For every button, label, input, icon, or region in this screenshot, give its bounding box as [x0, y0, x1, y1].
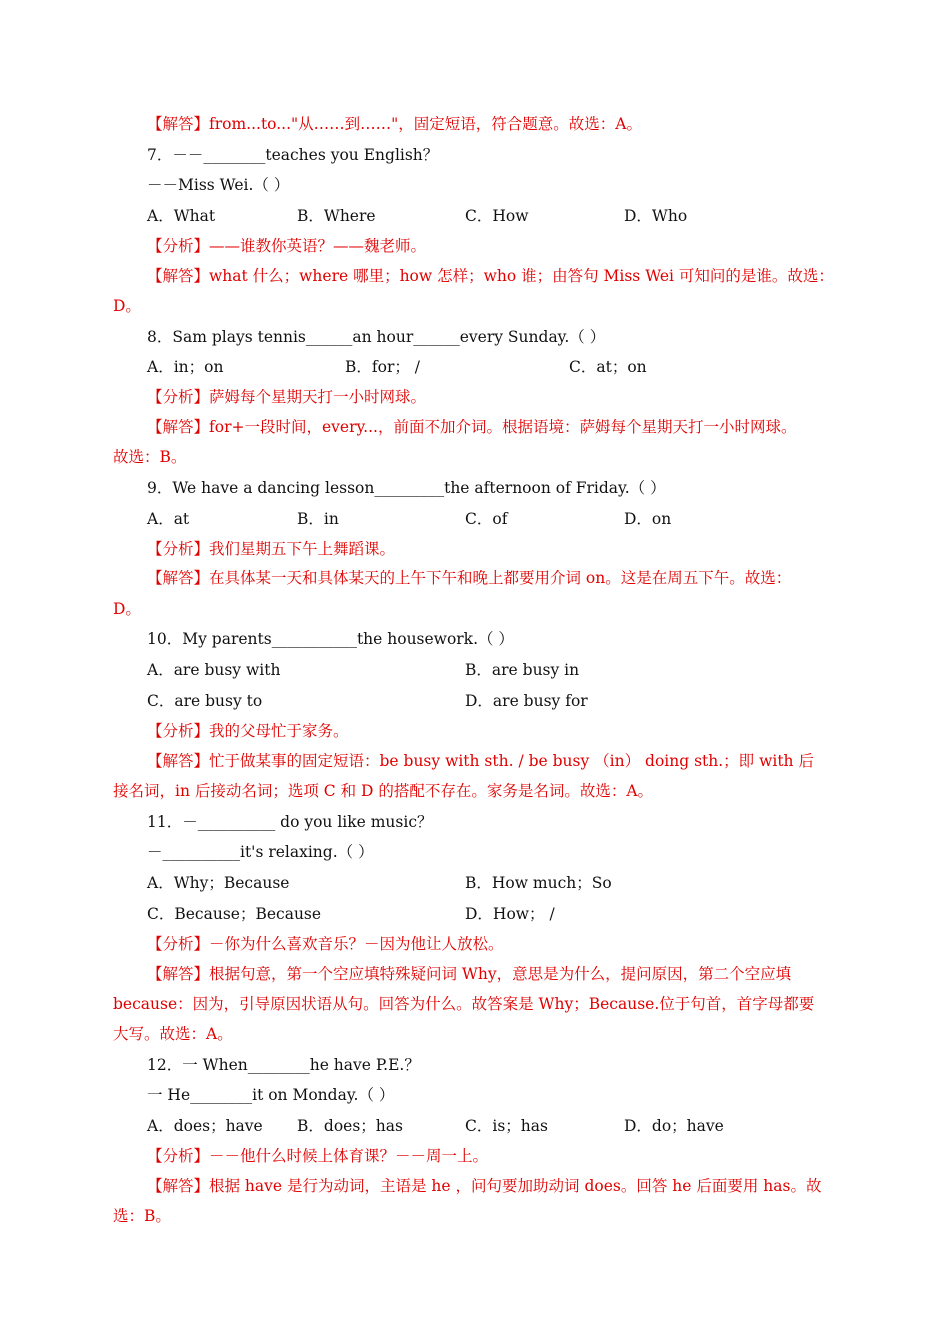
question-12-line: 一 He________it on Monday.（ ） [147, 1086, 395, 1104]
analysis-line: 【分析】萨姆每个星期天打一小时网球。 [147, 388, 427, 406]
option-9b: B．in [297, 510, 339, 528]
answer-line: 【解答】在具体某一天和具体某天的上午下午和晚上都要用介词 on。这是在周五下午。故选： [147, 569, 792, 587]
option-7c: C．How [465, 207, 529, 225]
option-12d: D．do；have [624, 1117, 724, 1135]
answer-line: D。 [113, 600, 141, 618]
option-8a: A．in；on [147, 358, 224, 376]
option-7b: B．Where [297, 207, 376, 225]
option-11b: B．How much；So [465, 874, 612, 892]
analysis-line: 【分析】——谁教你英语？——魏老师。 [147, 237, 427, 255]
option-9d: D．on [624, 510, 672, 528]
option-7d: D．Who [624, 207, 688, 225]
option-12c: C．is；has [465, 1117, 548, 1135]
question-7-line: 7．－－________teaches you English？ [147, 146, 439, 164]
question-11-line: 11．－__________ do you like music？ [147, 813, 433, 831]
answer-line: D。 [113, 297, 141, 315]
option-7a: A．What [147, 207, 216, 225]
answer-line: 【解答】根据句意，第一个空应填特殊疑问词 Why，意思是为什么，提问原因，第二个空应填 [147, 965, 792, 983]
option-12a: A．does；have [147, 1117, 263, 1135]
answer-line: 接名词，in 后接动名词；选项 C 和 D 的搭配不存在。家务是名词。故选：A。 [113, 782, 654, 800]
option-10d: D．are busy for [465, 692, 588, 710]
option-9c: C．of [465, 510, 508, 528]
answer-line: 选：B。 [113, 1207, 171, 1225]
answer-line: 【解答】from...to..."从……到……"，固定短语，符合题意。故选：A。 [147, 115, 642, 133]
answer-line: 【解答】for+一段时间，every...，前面不加介词。根据语境：萨姆每个星期天打一小时网球。 [147, 418, 797, 436]
answer-line: 【解答】根据 have 是行为动词，主语是 he ，问句要加助动词 does。回答 he 后面要用 has。故 [147, 1177, 822, 1195]
option-8b: B．for； / [345, 358, 421, 376]
analysis-line: 【分析】－你为什么喜欢音乐？－因为他让人放松。 [147, 935, 504, 953]
option-11c: C．Because；Because [147, 905, 322, 923]
question-11-line: －__________it's relaxing.（ ） [147, 843, 374, 861]
option-8c: C．at；on [569, 358, 647, 376]
answer-line: because：因为，引导原因状语从句。回答为什么。故答案是 Why；Because.位于句首，首字母都要 [113, 995, 815, 1013]
answer-line: 故选：B。 [113, 448, 187, 466]
option-10c: C．are busy to [147, 692, 263, 710]
option-10b: B．are busy in [465, 661, 580, 679]
answer-line: 【解答】忙于做某事的固定短语：be busy with sth. / be busy （in） doing sth.；即 with 后 [147, 752, 814, 770]
option-9a: A．at [147, 510, 190, 528]
answer-line: 【解答】what 什么；where 哪里；how 怎样；who 谁；由答句 Miss Wei 可知问的是谁。故选： [147, 267, 834, 285]
analysis-line: 【分析】－－他什么时候上体育课？－－周一上。 [147, 1147, 489, 1165]
option-12b: B．does；has [297, 1117, 403, 1135]
option-11a: A．Why；Because [147, 874, 290, 892]
question-8-line: 8．Sam plays tennis______an hour______every Sunday.（ ） [147, 328, 606, 346]
analysis-line: 【分析】我们星期五下午上舞蹈课。 [147, 540, 396, 558]
option-11d: D．How； / [465, 905, 555, 923]
analysis-line: 【分析】我的父母忙于家务。 [147, 722, 349, 740]
answer-line: 大写。故选：A。 [113, 1025, 233, 1043]
question-12-line: 12．一 When________he have P.E.？ [147, 1056, 420, 1074]
option-10a: A．are busy with [147, 661, 281, 679]
question-9-line: 9．We have a dancing lesson_________the afternoon of Friday.（ ） [147, 479, 666, 497]
question-7-line: －－Miss Wei.（ ） [147, 176, 290, 194]
question-10-line: 10．My parents___________the housework.（ ） [147, 630, 514, 648]
